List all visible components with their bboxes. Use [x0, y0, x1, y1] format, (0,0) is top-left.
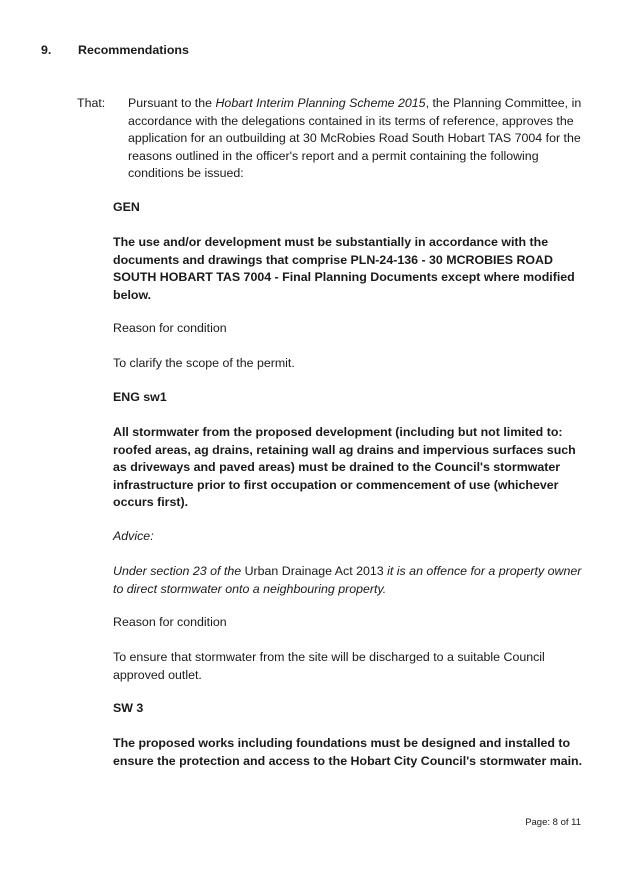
- that-label: That:: [77, 96, 106, 110]
- condition-gen-reason-label: Reason for condition: [113, 321, 227, 335]
- advice-act-name: Urban Drainage Act 2013: [244, 564, 384, 578]
- section-title: Recommendations: [78, 43, 189, 57]
- condition-eng-sw1-advice-text: [113, 563, 583, 598]
- condition-eng-sw1-advice-label: Advice:: [113, 529, 154, 543]
- condition-sw3-code: SW 3: [113, 701, 144, 715]
- intro-text-before: Pursuant to the: [128, 96, 216, 110]
- condition-eng-sw1-code: ENG sw1: [113, 390, 167, 404]
- advice-part1: Under section 23 of the: [113, 564, 245, 578]
- page-number: Page: 8 of 11: [525, 817, 581, 828]
- condition-gen-text: The use and/or development must be substantially in accordance with the documents and drawings that comprise PLN-24-136 - 30 MCROBIES ROAD SOUTH HOBART TAS 7004 - Final Planning Documents except where modified below.: [113, 235, 575, 302]
- advice-part2: it is an offence for a property owner to direct stormwater onto a neighbouring property.: [113, 564, 582, 596]
- condition-gen-reason-text: To clarify the scope of the permit.: [113, 356, 295, 370]
- condition-eng-sw1-reason-text: To ensure that stormwater from the site will be discharged to a suitable Council approved outlet.: [113, 650, 545, 682]
- intro-paragraph: [128, 95, 588, 183]
- intro-text-after: , the Planning Committee, in accordance with the delegations contained in its terms of reference, approves the application for an outbuilding at 30 McRobies Road South Hobart TAS 7004 for the reasons outlined in the officer's report and a permit containing the following conditions be issued:: [128, 96, 582, 180]
- section-number: 9.: [41, 43, 52, 57]
- condition-eng-sw1-text: All stormwater from the proposed development (including but not limited to: roofed areas, ag drains, retaining wall ag drains and impervious surfaces such as driveways and paved areas) must be drained to the Council's stormwater infrastructure prior to first occupation or commencement of use (whichever occurs first).: [113, 425, 576, 509]
- scheme-name: Hobart Interim Planning Scheme 2015: [215, 96, 426, 110]
- condition-gen-code: GEN: [113, 200, 140, 214]
- condition-eng-sw1-reason-label: Reason for condition: [113, 615, 227, 629]
- condition-sw3-text: The proposed works including foundations must be designed and installed to ensure the protection and access to the Hobart City Council's stormwater main.: [113, 736, 583, 768]
